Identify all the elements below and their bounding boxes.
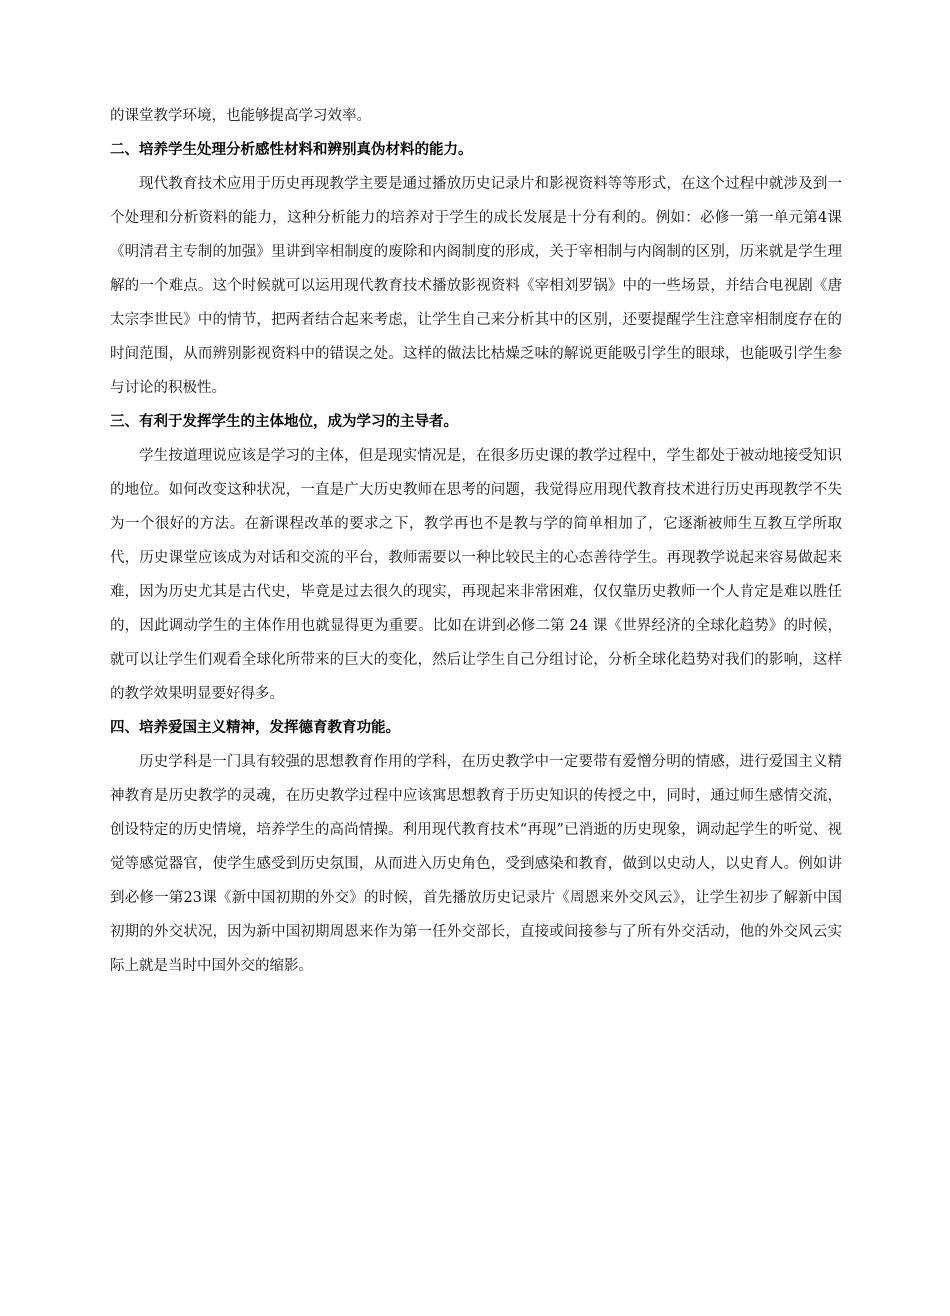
section-heading-4: 四、培养爱国主义精神，发挥德育教育功能。 [110,720,400,736]
section-heading-3: 三、有利于发挥学生的主体地位，成为学习的主导者。 [110,414,458,430]
section-heading-2: 二、培养学生处理分析感性材料和辨别真伪材料的能力。 [110,142,473,158]
paragraph-section-4: 历史学科是一门具有较强的思想教育作用的学科，在历史教学中一定要带有爱憎分明的情感，进行爱国主义精神教育是历史教学的灵魂，在历史教学过程中应该寓思想教育于历史知识的传授之中，同时，通过师生感情交流，创设特定的历史情境，培养学生的高尚情操。利用现代教育技术“再现”已消逝的历史现象，调动起学生的听觉、视觉等感觉器官，使学生感受到历史氛围，从而进入历史角色，受到感染和教育，做到以史动人，以史育人。例如讲到必修一第23课《新中国初期的外交》的时候，首先播放历史记录片《周恩来外交风云》，让学生初步了解新中国初期的外交状况，因为新中国初期周恩来作为第一任外交部长，直接或间接参与了所有外交活动，他的外交风云实际上就是当时中国外交的缩影。 [110,754,842,974]
paragraph-continuation: 的课堂教学环境，也能够提高学习效率。 [110,108,371,124]
paragraph-section-2: 现代教育技术应用于历史再现教学主要是通过播放历史记录片和影视资料等等形式，在这个过程中就涉及到一个处理和分析资料的能力，这种分析能力的培养对于学生的成长发展是十分有利的。例如：必修一第一单元第4课《明清君主专制的加强》里讲到宰相制度的废除和内阁制度的形成，关于宰相制与内阁制的区别，历来就是学生理解的一个难点。这个时候就可以运用现代教育技术播放影视资料《宰相刘罗锅》中的一些场景，并结合电视剧《唐太宗李世民》中的情节，把两者结合起来考虑，让学生自己来分析其中的区别，还要提醒学生注意宰相制度存在的时间范围，从而辨别影视资料中的错误之处。这样的做法比枯燥乏味的解说更能吸引学生的眼球，也能吸引学生参与讨论的积极性。 [110,176,842,396]
paragraph-section-3: 学生按道理说应该是学习的主体，但是现实情况是，在很多历史课的教学过程中，学生都处于被动地接受知识的地位。如何改变这种状况，一直是广大历史教师在思考的问题，我觉得应用现代教育技术进行历史再现教学不失为一个很好的方法。在新课程改革的要求之下，教学再也不是教与学的简单相加了，它逐渐被师生互教互学所取代，历史课堂应该成为对话和交流的平台，教师需要以一种比较民主的心态善待学生。再现教学说起来容易做起来难，因为历史尤其是古代史，毕竟是过去很久的现实，再现起来非常困难，仅仅靠历史教师一个人肯定是难以胜任的，因此调动学生的主体作用也就显得更为重要。比如在讲到必修二第 24 课《世界经济的全球化趋势》的时候，就可以让学生们观看全球化所带来的巨大的变化，然后让学生自己分组讨论，分析全球化趋势对我们的影响，这样的教学效果明显要好得多。 [110,448,842,702]
